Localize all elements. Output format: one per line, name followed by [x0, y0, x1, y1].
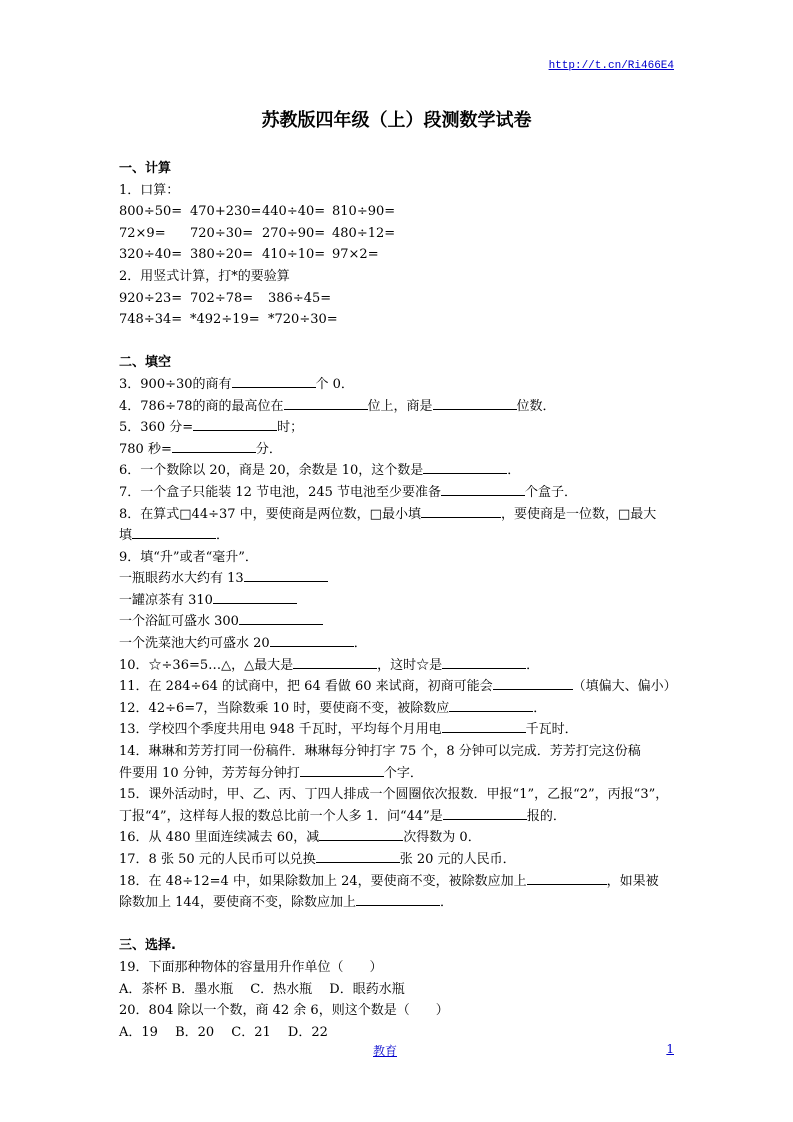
answer-blank[interactable] [244, 568, 328, 582]
q1-row-3 [119, 244, 675, 266]
q2-row-2 [119, 309, 675, 331]
answer-blank[interactable] [356, 892, 440, 906]
q2-row-1 [119, 288, 675, 310]
q9-b: 一罐凉茶有 310 [119, 590, 675, 612]
oral-item: 810÷90= [332, 204, 396, 220]
oral-item: 410÷10= [262, 247, 326, 263]
q10: 10．☆÷36=5…△，△最大是 ，这时☆是 ． [119, 655, 675, 677]
q18-b: 除数加上 144，要使商不变，除数应加上 ． [119, 892, 675, 914]
page-number: 1 [666, 1042, 674, 1056]
answer-blank[interactable] [232, 374, 316, 388]
oral-item: 800÷50= [119, 204, 183, 220]
q7: 7．一个盒子只能装 12 节电池，245 节电池至少要准备 个盒子． [119, 482, 675, 504]
oral-item: 720÷30= [190, 225, 254, 241]
answer-blank[interactable] [527, 871, 607, 885]
answer-blank[interactable] [449, 698, 533, 712]
section-calc-heading: 一、计算 [119, 161, 172, 176]
answer-blank[interactable] [132, 525, 216, 539]
q19: 19．下面那种物体的容量用升作单位（ ） [119, 959, 383, 975]
answer-blank[interactable] [441, 482, 525, 496]
q9-c: 一个浴缸可盛水 300 [119, 611, 675, 633]
answer-blank[interactable] [193, 417, 277, 431]
answer-blank[interactable] [293, 655, 377, 669]
q12: 12．42÷6=7，当除数乘 10 时，要使商不变，被除数应 ． [119, 698, 675, 720]
vertical-calc-item: 702÷78= [190, 290, 254, 306]
q17: 17．8 张 50 元的人民币可以兑换 张 20 元的人民币． [119, 849, 675, 871]
vertical-calc-item: *720÷30= [268, 312, 338, 328]
q9-d: 一个洗菜池大约可盛水 20 ． [119, 633, 675, 655]
answer-blank[interactable] [319, 827, 403, 841]
q1-row-2 [119, 223, 675, 245]
q19-options: A．茶杯 B．墨水瓶 C．热水瓶 D．眼药水瓶 [119, 981, 405, 997]
q8-a: 8．在算式□44÷37 中，要使商是两位数，□最小填 ，要使商是一位数，□最大 [119, 504, 675, 526]
section-choice-heading: 三、选择. [119, 938, 176, 954]
q20: 20．804 除以一个数，商 42 余 6，则这个数是（ ） [119, 1003, 449, 1019]
vertical-calc-item: 920÷23= [119, 290, 183, 306]
answer-blank[interactable] [442, 719, 526, 733]
oral-item: 480÷12= [332, 225, 396, 241]
answer-blank[interactable] [421, 504, 501, 518]
q13: 13．学校四个季度共用电 948 千瓦时，平均每个月用电 千瓦时． [119, 719, 675, 741]
q11: 11．在 284÷64 的试商中，把 64 看做 60 来试商，初商可能会 （填偏大、偏小） [119, 676, 675, 698]
oral-item: 320÷40= [119, 247, 183, 263]
q14-b: 件要用 10 分钟，芳芳每分钟打 个字． [119, 763, 675, 785]
answer-blank[interactable] [316, 849, 400, 863]
oral-item: 97×2= [332, 247, 379, 263]
vertical-calc-item: 386÷45= [268, 290, 332, 306]
q1-label: 1．口算： [119, 182, 180, 198]
footer-link[interactable]: 教育 [373, 1044, 398, 1058]
answer-blank[interactable] [423, 460, 507, 474]
answer-blank[interactable] [443, 806, 527, 820]
answer-blank[interactable] [213, 590, 297, 604]
exam-content [119, 158, 675, 1043]
q9-a: 一瓶眼药水大约有 13 [119, 568, 675, 590]
answer-blank[interactable] [433, 396, 517, 410]
oral-item: 470+230= [190, 204, 262, 220]
oral-item: 440÷40= [262, 204, 326, 220]
oral-item: 270÷90= [262, 225, 326, 241]
answer-blank[interactable] [284, 396, 368, 410]
answer-blank[interactable] [442, 655, 526, 669]
q5-b: 780 秒= 分． [119, 439, 675, 461]
answer-blank[interactable] [270, 633, 354, 647]
q16: 16．从 480 里面连续减去 60，减 次得数为 0． [119, 827, 675, 849]
q2-label: 2．用竖式计算，打*的要验算 [119, 268, 290, 284]
q9: 9．填“升”或者“毫升”． [119, 549, 258, 565]
q8-b: 填 ． [119, 525, 675, 547]
q14-a: 14．琳琳和芳芳打同一份稿件．琳琳每分钟打字 75 个，8 分钟可以完成．芳芳打完这份稿 [119, 744, 641, 760]
section-fill-heading: 二、填空 [119, 355, 172, 371]
answer-blank[interactable] [239, 611, 323, 625]
q1-row-1 [119, 201, 675, 223]
vertical-calc-item: 748÷34= [119, 312, 183, 328]
q20-options: A．19 B．20 C．21 D．22 [119, 1024, 328, 1040]
answer-blank[interactable] [172, 439, 256, 453]
answer-blank[interactable] [300, 763, 384, 777]
page-title: 苏教版四年级（上）段测数学试卷 [261, 110, 532, 131]
header-url-link[interactable]: http://t.cn/Ri466E4 [548, 60, 674, 72]
oral-item: 72×9= [119, 225, 166, 241]
q15-a: 15．课外活动时，甲、乙、丙、丁四人排成一个圆圈依次报数．甲报“1”，乙报“2”，丙报“3”， [119, 787, 669, 803]
vertical-calc-item: *492÷19= [190, 312, 260, 328]
q3: 3．900÷30的商有 个 0． [119, 374, 675, 396]
q15-b: 丁报“4”，这样每人报的数总比前一个人多 1．问“44”是 报的． [119, 806, 675, 828]
q6: 6．一个数除以 20，商是 20，余数是 10，这个数是 ． [119, 460, 675, 482]
q18-a: 18．在 48÷12=4 中，如果除数加上 24，要使商不变，被除数应加上 ，如果被 [119, 871, 675, 893]
q4: 4．786÷78的商的最高位在 位上，商是 位数． [119, 396, 675, 418]
oral-item: 380÷20= [190, 247, 254, 263]
answer-blank[interactable] [493, 676, 573, 690]
q5-a: 5．360 分= 时； [119, 417, 675, 439]
